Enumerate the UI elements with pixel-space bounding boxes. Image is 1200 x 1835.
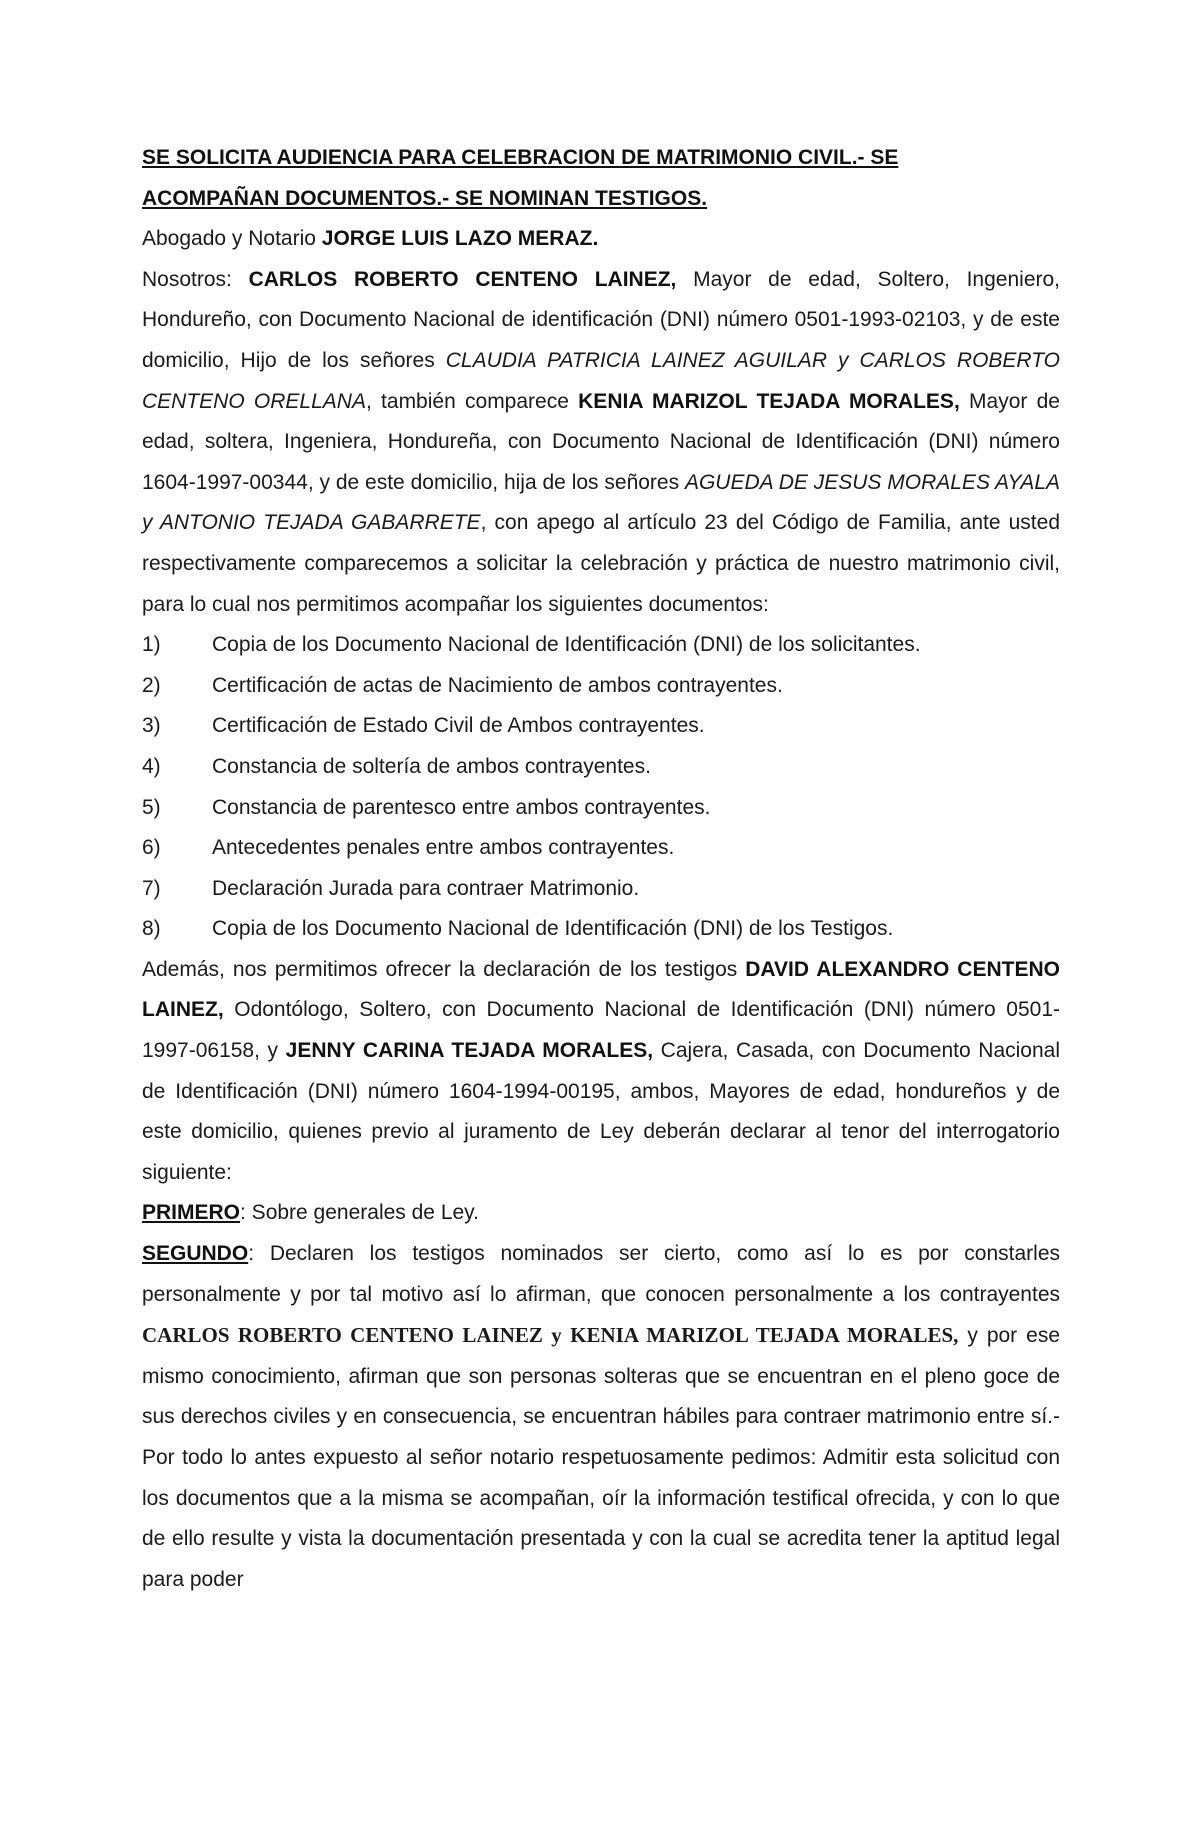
- segundo-text-2: y por ese mismo conocimiento, afirman que son personas solteras que se encuentran en el pleno goce de sus derechos civiles y en consecuencia, se encuentran hábiles para contraer matrimonio entre sí.- Por todo lo antes expuesto al señor notario respetuosamente pedimos: Admitir esta solicitud con los documentos que a la misma se acompañan, oír la información testifical ofrecida, y con lo que de ello resulte y vista la documentación presentada y con la cual se acredita tener la aptitud legal para poder: [142, 1324, 1060, 1591]
- notary-name: JORGE LUIS LAZO MERAZ.: [321, 227, 599, 251]
- list-text: Constancia de parentesco entre ambos contrayentes.: [212, 795, 711, 819]
- witnesses-text-2: Odontólogo, Soltero, con Documento Nacional de Identificación (DNI) número 0501-1997-06158, y: [142, 998, 1060, 1063]
- list-text: Copia de los Documento Nacional de Identificación (DNI) de los solicitantes.: [212, 633, 921, 657]
- list-item: [142, 706, 1060, 747]
- list-text: Declaración Jurada para contraer Matrimonio.: [212, 876, 640, 900]
- groom-parents: CLAUDIA PATRICIA LAINEZ AGUILAR y CARLOS ROBERTO CENTENO ORELLANA: [142, 348, 1061, 413]
- intro-text-4: Mayor de edad, soltera, Ingeniera, Hondureña, con Documento Nacional de Identificación (DNI) número 1604-1997-00344, y de este domicilio, hija de los señores: [142, 389, 1060, 494]
- intro-text-3: , también comparece: [365, 389, 579, 413]
- list-text: Certificación de Estado Civil de Ambos contrayentes.: [212, 714, 705, 738]
- list-item: [142, 788, 1060, 829]
- bride-name: KENIA MARIZOL TEJADA MORALES,: [578, 389, 960, 413]
- list-item: [142, 909, 1060, 950]
- segundo-paragraph: [142, 1234, 1060, 1600]
- list-number: 5): [142, 795, 161, 819]
- witness-2-name: JENNY CARINA TEJADA MORALES,: [285, 1039, 654, 1063]
- list-number: 3): [142, 714, 161, 738]
- list-text: Antecedentes penales entre ambos contrayentes.: [212, 836, 675, 860]
- addressee-prefix: Abogado y Notario: [142, 227, 322, 251]
- list-item: [142, 747, 1060, 788]
- intro-text-1: Nosotros:: [142, 267, 249, 291]
- intro-text-5: , con apego al artículo 23 del Código de Familia, ante usted respectivamente comparecemos a solicitar la celebración y práctica de nuestro matrimonio civil, para lo cual nos permitimos acompañar los siguientes documentos:: [142, 511, 1060, 616]
- list-item: [142, 666, 1060, 707]
- document-title: [142, 138, 1060, 219]
- list-text: Copia de los Documento Nacional de Identificación (DNI) de los Testigos.: [212, 917, 894, 941]
- witnesses-text-1: Además, nos permitimos ofrecer la declaración de los testigos: [142, 957, 746, 981]
- list-number: 8): [142, 917, 161, 941]
- segundo-label: SEGUNDO: [142, 1242, 249, 1266]
- primero-text: : Sobre generales de Ley.: [240, 1201, 479, 1225]
- bride-parents: AGUEDA DE JESUS MORALES AYALA y ANTONIO TEJADA GABARRETE: [142, 470, 1061, 535]
- list-number: 4): [142, 754, 161, 778]
- primero-label: PRIMERO: [142, 1201, 241, 1225]
- witness-1-name: DAVID ALEXANDRO CENTENO LAINEZ,: [142, 957, 1060, 1022]
- list-number: 7): [142, 876, 161, 900]
- segundo-text-1: : Declaren los testigos nominados ser cierto, como así lo es por constarles personalmente y por tal motivo así lo afirman, que conocen personalmente a los contrayentes: [142, 1242, 1060, 1306]
- title-line-2: ACOMPAÑAN DOCUMENTOS.- SE NOMINAN TESTIGOS.: [142, 186, 708, 210]
- addressee-line: [142, 219, 1060, 260]
- witnesses-paragraph: [142, 950, 1060, 1194]
- contrayentes-names: CARLOS ROBERTO CENTENO LAINEZ y KENIA MARIZOL TEJADA MORALES,: [142, 1323, 959, 1348]
- list-number: 1): [142, 633, 161, 657]
- primero-paragraph: [142, 1193, 1060, 1234]
- list-number: 6): [142, 836, 161, 860]
- list-item: [142, 828, 1060, 869]
- list-item: [142, 869, 1060, 910]
- list-item: [142, 625, 1060, 666]
- list-text: Constancia de soltería de ambos contrayentes.: [212, 754, 651, 778]
- documents-list: [142, 625, 1060, 950]
- title-line-1: SE SOLICITA AUDIENCIA PARA CELEBRACION DE MATRIMONIO CIVIL.- SE: [142, 146, 899, 169]
- list-number: 2): [142, 673, 161, 697]
- intro-text-2: Mayor de edad, Soltero, Ingeniero, Hondureño, con Documento Nacional de identificación (DNI) número 0501-1993-02103, y de este domicilio, Hijo de los señores: [142, 267, 1061, 372]
- witnesses-text-3: Cajera, Casada, con Documento Nacional de Identificación (DNI) número 1604-1994-00195, ambos, Mayores de edad, hondureños y de este domicilio, quienes previo al juramento de Ley deberán declarar al tenor del interrogatorio siguiente:: [142, 1039, 1060, 1184]
- list-text: Certificación de actas de Nacimiento de ambos contrayentes.: [212, 673, 783, 697]
- groom-name: CARLOS ROBERTO CENTENO LAINEZ,: [248, 267, 677, 291]
- intro-paragraph: [142, 260, 1060, 625]
- document-page: [142, 138, 1060, 1600]
